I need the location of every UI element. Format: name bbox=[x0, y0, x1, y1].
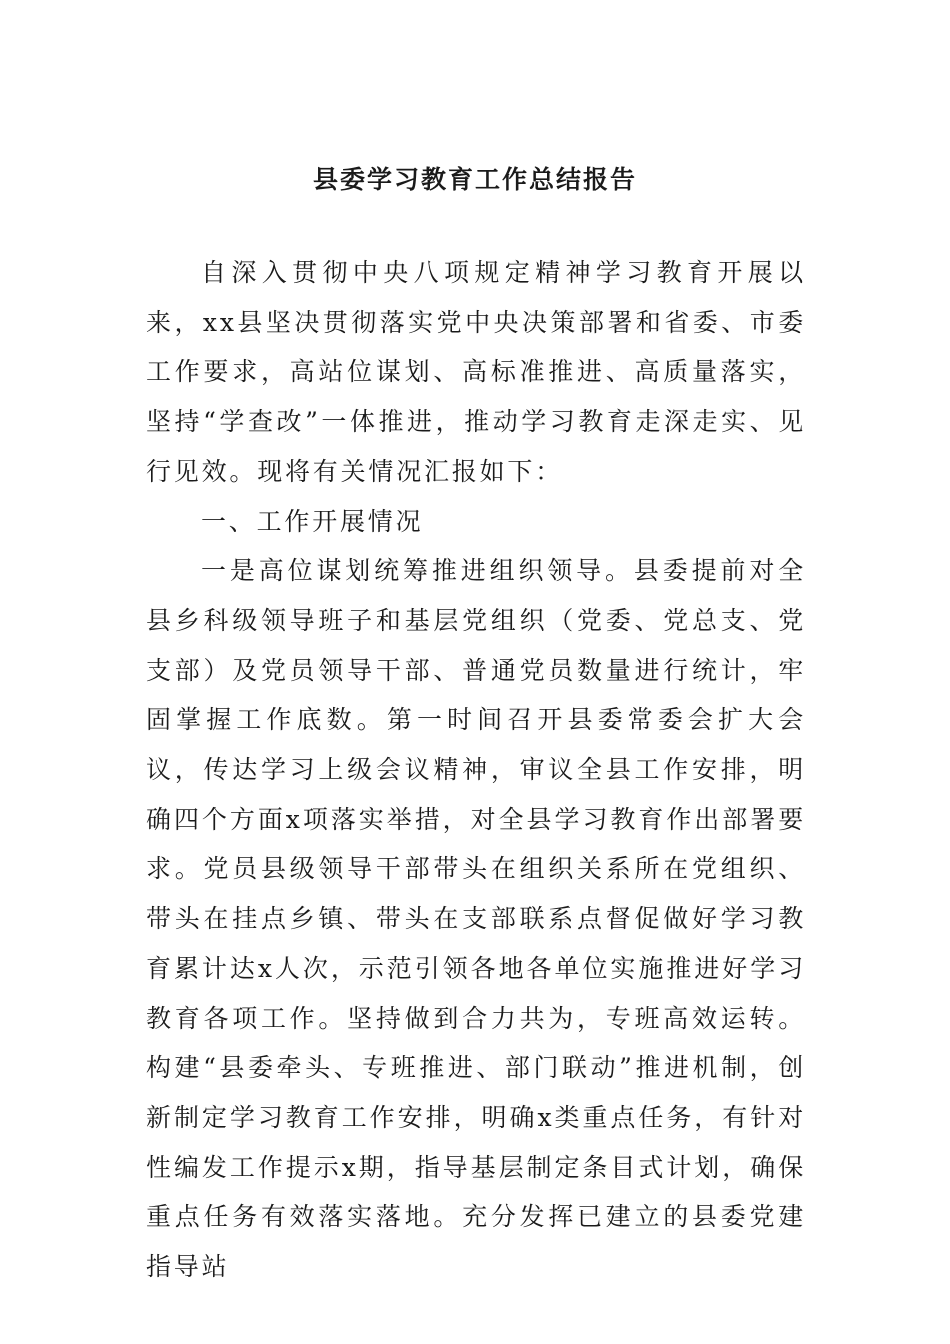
body-paragraph: 一是高位谋划统筹推进组织领导。县委提前对全县乡科级领导班子和基层党组织（党委、党总支、党支部）及党员领导干部、普通党员数量进行统计，牢固掌握工作底数。第一时间召开县委常委会扩大会议，传达学习上级会议精神，审议全县工作安排，明确四个方面x项落实举措，对全县学习教育作出部署要求。党员县级领导干部带头在组织关系所在党组织、带头在挂点乡镇、带头在支部联系点督促做好学习教育累计达x人次，示范引领各地各单位实施推进好学习教育各项工作。坚持做到合力共为，专班高效运转。构建“县委牵头、专班推进、部门联动”推进机制，创新制定学习教育工作安排，明确x类重点任务，有针对性编发工作提示x期，指导基层制定条目式计划，确保重点任务有效落实落地。充分发挥已建立的县委党建指导站 bbox=[146, 556, 806, 1282]
document-title: 县委学习教育工作总结报告 bbox=[312, 165, 637, 194]
intro-paragraph: 自深入贯彻中央八项规定精神学习教育开展以来，xx县坚决贯彻落实党中央决策部署和省委、市委工作要求，高站位谋划、高标准推进、高质量落实，坚持“学查改”一体推进，推动学习教育走深走实、见行见效。现将有关情况汇报如下： bbox=[146, 258, 806, 486]
section-heading: 一、工作开展情况 bbox=[201, 506, 424, 536]
document-body bbox=[146, 248, 806, 1292]
